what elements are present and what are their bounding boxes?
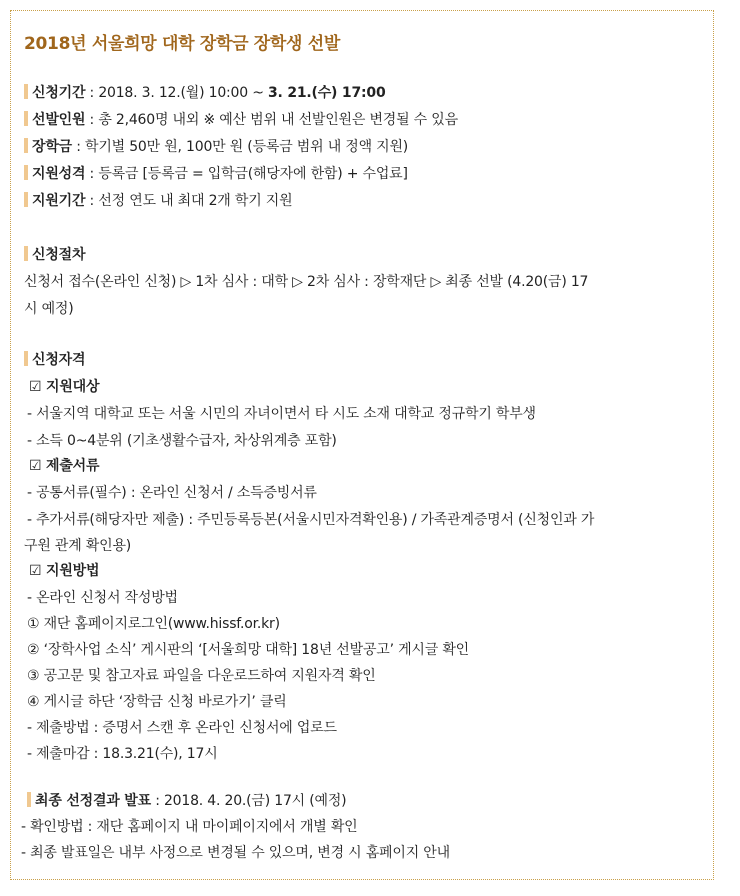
procedure-label: 신청절차 xyxy=(32,247,86,263)
count-value: : 총 2,460명 내외 ※ 예산 범위 내 선발인원은 변경될 수 있음 xyxy=(85,112,458,128)
period-row xyxy=(24,83,386,103)
docs-line-2b: 구원 관계 확인용) xyxy=(24,538,132,554)
section-bar xyxy=(24,246,28,261)
docs-line-1: - 공통서류(필수) : 온라인 신청서 / 소득증빙서류 xyxy=(27,485,317,501)
method-line-7: - 제출마감 : 18.3.21(수), 17시 xyxy=(27,746,218,762)
result-value: : 2018. 4. 20.(금) 17시 (예정) xyxy=(150,793,347,809)
procedure-heading xyxy=(24,245,85,265)
qualification-heading xyxy=(24,350,85,370)
amount-value: : 학기별 50만 원, 100만 원 (등록금 범위 내 정액 지원) xyxy=(71,139,409,155)
method-line-4: ③ 공고문 및 참고자료 파일을 다운로드하여 지원자격 확인 xyxy=(27,668,376,684)
target-line-2: - 소득 0~4분위 (기초생활수급자, 차상위계층 포함) xyxy=(27,433,337,449)
section-bar xyxy=(24,165,28,180)
amount-label: 장학금 xyxy=(32,139,72,155)
docs-heading: ☑ 제출서류 xyxy=(29,458,100,474)
duration-label: 지원기간 xyxy=(32,193,86,209)
amount-row xyxy=(24,137,408,157)
section-bar xyxy=(24,351,28,366)
section-bar xyxy=(24,111,28,126)
period-label: 신청기간 xyxy=(32,85,86,101)
result-line-1: - 확인방법 : 재단 홈페이지 내 마이페이지에서 개별 확인 xyxy=(21,819,358,835)
procedure-line-2: 시 예정) xyxy=(24,301,74,317)
method-line-2: ① 재단 홈페이지로그인(www.hissf.or.kr) xyxy=(27,616,280,632)
method-line-5: ④ 게시글 하단 ‘장학금 신청 바로가기’ 클릭 xyxy=(27,694,287,710)
docs-line-2a: - 추가서류(해당자만 제출) : 주민등록등본(서울시민자격확인용) / 가족관계증명서 (신청인과 가 xyxy=(27,512,595,528)
section-bar xyxy=(27,792,31,807)
nature-value: : 등록금 [등록금 = 입학금(해당자에 한함) + 수업료] xyxy=(85,166,408,182)
result-label: 최종 선정결과 발표 xyxy=(35,793,151,809)
target-heading: ☑ 지원대상 xyxy=(29,379,100,395)
duration-row xyxy=(24,191,292,211)
period-value: : 2018. 3. 12.(월) 10:00 ~ xyxy=(85,85,268,101)
procedure-line-1: 신청서 접수(온라인 신청) ▷ 1차 심사 : 대학 ▷ 2차 심사 : 장학재단 ▷ 최종 선발 (4.20(금) 17 xyxy=(24,274,589,290)
nature-label: 지원성격 xyxy=(32,166,86,182)
qualification-label: 신청자격 xyxy=(32,352,86,368)
section-bar xyxy=(24,84,28,99)
section-bar xyxy=(24,138,28,153)
method-heading: ☑ 지원방법 xyxy=(29,563,100,579)
result-heading xyxy=(27,791,346,811)
notice-box xyxy=(10,10,714,880)
duration-value: : 선정 연도 내 최대 2개 학기 지원 xyxy=(85,193,293,209)
section-bar xyxy=(24,192,28,207)
count-row xyxy=(24,110,458,130)
method-line-6: - 제출방법 : 증명서 스캔 후 온라인 신청서에 업로드 xyxy=(27,720,337,736)
method-line-3: ② ‘장학사업 소식’ 게시판의 ‘[서울희망 대학] 18년 선발공고’ 게시글 확인 xyxy=(27,642,469,658)
notice-title: 2018년 서울희망 대학 장학금 장학생 선발 xyxy=(24,34,341,54)
nature-row xyxy=(24,164,408,184)
target-line-1: - 서울지역 대학교 또는 서울 시민의 자녀이면서 타 시도 소재 대학교 정규학기 학부생 xyxy=(27,406,536,422)
period-deadline: 3. 21.(수) 17:00 xyxy=(268,85,386,101)
count-label: 선발인원 xyxy=(32,112,86,128)
result-line-2: - 최종 발표일은 내부 사정으로 변경될 수 있으며, 변경 시 홈페이지 안내 xyxy=(21,845,450,861)
method-line-1: - 온라인 신청서 작성방법 xyxy=(27,590,178,606)
